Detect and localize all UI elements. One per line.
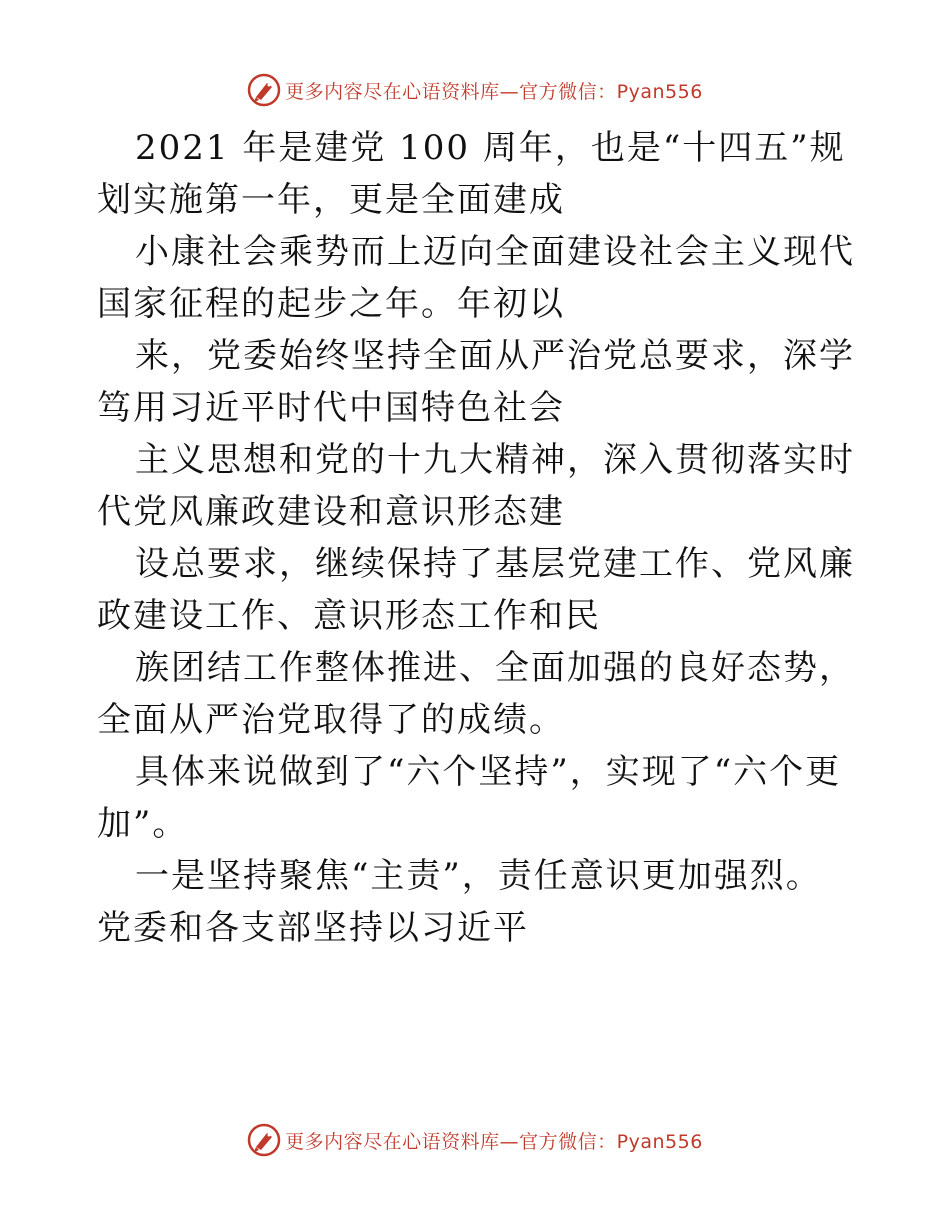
paragraph: 主义思想和党的十九大精神，深入贯彻落实时代党风廉政建设和意识形态建 bbox=[97, 440, 855, 532]
pen-logo-icon bbox=[247, 1123, 281, 1157]
footer-banner bbox=[0, 1120, 950, 1160]
header-banner-text: 更多内容尽在心语资料库—官方微信：Pyan556 bbox=[285, 80, 703, 103]
footer-banner-text: 更多内容尽在心语资料库—官方微信：Pyan556 bbox=[285, 1130, 703, 1153]
paragraph: 具体来说做到了“六个坚持”，实现了“六个更加”。 bbox=[97, 752, 842, 844]
header-banner bbox=[0, 70, 950, 110]
paragraph: 来，党委始终坚持全面从严治党总要求，深学笃用习近平时代中国特色社会 bbox=[97, 336, 855, 428]
paragraph: 族团结工作整体推进、全面加强的良好态势，全面从严治党取得了的成绩。 bbox=[97, 648, 855, 740]
pen-logo-icon bbox=[247, 73, 281, 107]
paragraph: 设总要求，继续保持了基层党建工作、党风廉政建设工作、意识形态工作和民 bbox=[97, 544, 855, 636]
document-body bbox=[97, 122, 857, 954]
paragraph: 2021 年是建党 100 周年，也是“十四五”规划实施第一年，更是全面建成 bbox=[97, 128, 846, 220]
paragraph: 一是坚持聚焦“主责”，责任意识更加强烈。党委和各支部坚持以习近平 bbox=[97, 856, 822, 948]
paragraph: 小康社会乘势而上迈向全面建设社会主义现代国家征程的起步之年。年初以 bbox=[97, 232, 855, 324]
